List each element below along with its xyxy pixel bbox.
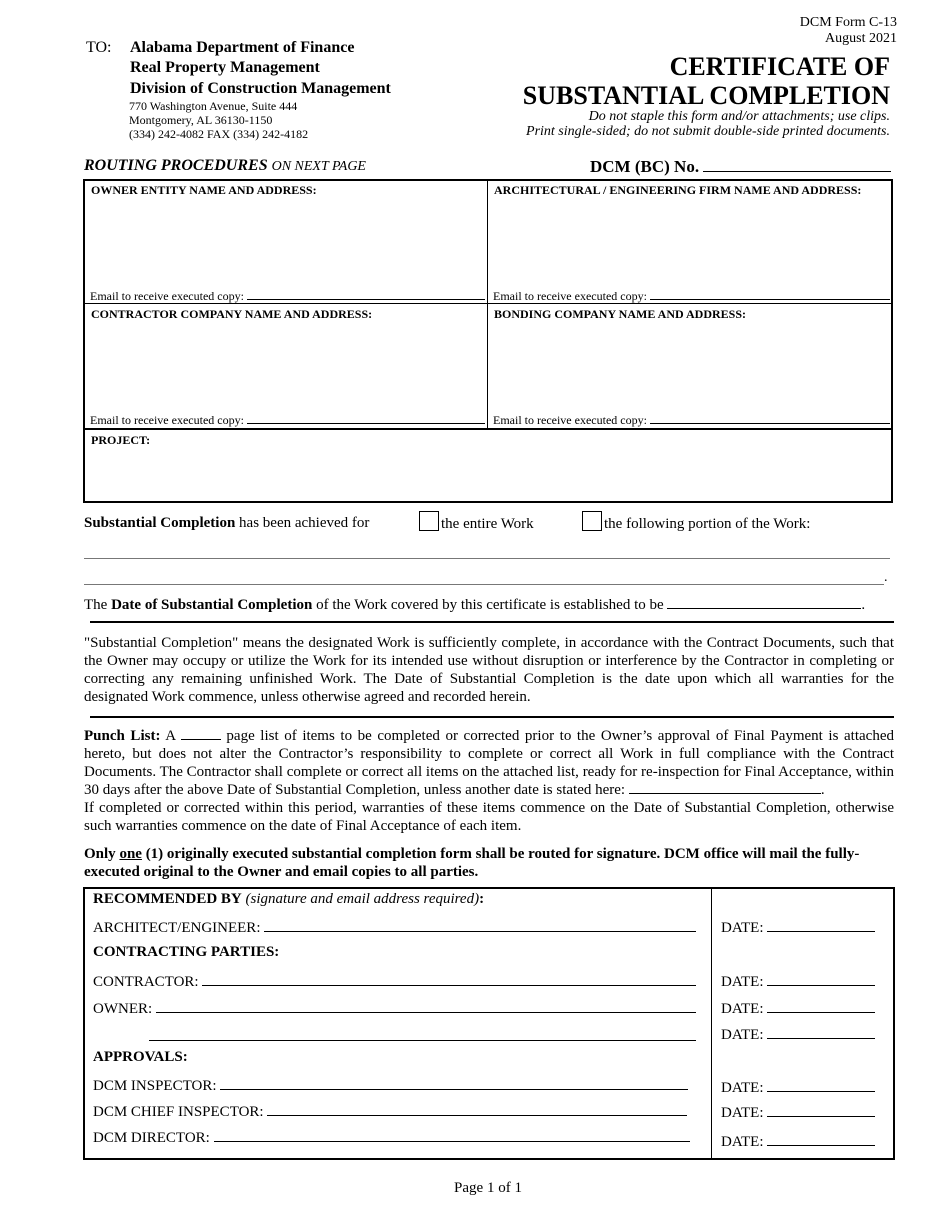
divider-2 — [90, 716, 894, 718]
completion-rest: has been achieved for — [239, 515, 370, 531]
dcm-director-date-line[interactable] — [767, 1131, 875, 1146]
project-label: PROJECT: — [91, 433, 151, 447]
entire-work-option[interactable] — [419, 511, 534, 533]
routing-note-pre: Only — [84, 846, 116, 862]
owner-signature-line-2[interactable] — [149, 1040, 696, 1041]
dcm-director-date-row — [721, 1131, 875, 1151]
contractor-email — [90, 412, 485, 428]
box-row2-divider — [84, 428, 892, 430]
portion-line-2[interactable] — [84, 584, 884, 585]
owner-date-label: DATE: — [721, 1001, 764, 1017]
dcm-inspector-row — [93, 1075, 688, 1095]
org-name: Alabama Department of Finance — [130, 39, 355, 56]
bonding-email-input[interactable] — [650, 412, 890, 424]
org-dept: Real Property Management — [130, 59, 320, 76]
approvals-heading: APPROVALS: — [93, 1049, 188, 1065]
architect-signature-line[interactable] — [264, 917, 696, 932]
contractor-signature-row — [93, 971, 696, 991]
architect-email — [493, 288, 890, 304]
dcm-bc-number — [590, 157, 891, 177]
contractor-label: CONTRACTOR COMPANY NAME AND ADDRESS: — [91, 307, 373, 321]
info-box-frame — [83, 179, 893, 503]
owner2-date-label: DATE: — [721, 1027, 764, 1043]
form-title-line2: SUBSTANTIAL COMPLETION — [522, 81, 890, 110]
bonding-email-label: Email to receive executed copy: — [493, 413, 647, 427]
punch-a: A — [165, 728, 176, 744]
date-bold: Date of Substantial Completion — [111, 597, 313, 613]
dcm-chief-line[interactable] — [267, 1101, 687, 1116]
owner-email-label: Email to receive executed copy: — [90, 289, 244, 303]
routing-note — [84, 845, 884, 881]
dcm-bc-label: DCM (BC) No. — [590, 157, 700, 176]
punch-date-input[interactable] — [629, 781, 821, 794]
divider-1 — [90, 621, 894, 623]
routing-procedures — [84, 157, 366, 175]
contractor-signature-line[interactable] — [202, 971, 696, 986]
dcm-inspector-date-label: DATE: — [721, 1080, 764, 1096]
org-phone: (334) 242-4082 FAX (334) 242-4182 — [129, 127, 309, 141]
definition-paragraph: "Substantial Completion" means the designated Work is sufficiently complete, in accordance with the Contract Documents, such that the Owner may occupy or utilize the Work for its intended use without disruption or interference by the Contractor in completing or correcting any remaining unfinished Work. The Date of Substantial Completion is the date upon which all warranties for the designated Work commence, unless otherwise agreed and recorded herein. — [84, 635, 894, 705]
dcm-director-label: DCM DIRECTOR: — [93, 1130, 210, 1146]
dcm-chief-date-label: DATE: — [721, 1105, 764, 1121]
bonding-email — [493, 412, 890, 428]
dcm-chief-row — [93, 1101, 687, 1121]
portion-work-option[interactable] — [582, 511, 810, 533]
dcm-inspector-date-line[interactable] — [767, 1077, 875, 1092]
punch-pages-input[interactable] — [181, 727, 221, 740]
dcm-director-row — [93, 1127, 690, 1147]
architect-label: ARCHITECTURAL / ENGINEERING FIRM NAME AND ADDRESS: — [494, 183, 862, 197]
dcm-director-line[interactable] — [214, 1127, 690, 1142]
owner-email-input[interactable] — [247, 288, 485, 300]
form-number: DCM Form C-13 — [799, 15, 897, 30]
dcm-inspector-line[interactable] — [220, 1075, 688, 1090]
architect-email-label: Email to receive executed copy: — [493, 289, 647, 303]
contractor-signature-label: CONTRACTOR: — [93, 974, 199, 990]
org-division: Division of Construction Management — [130, 80, 391, 97]
contracting-parties-heading: CONTRACTING PARTIES: — [93, 944, 280, 960]
dcm-director-date-label: DATE: — [721, 1134, 764, 1150]
form-title-line1: CERTIFICATE OF — [669, 52, 890, 81]
architect-date-line[interactable] — [767, 917, 875, 932]
punch-text-1: page list of items to be completed or corrected prior to the Owner’s approval of Final Payment is attached hereto, but does not alter the Contractor’s responsibility to complete or correct all Work in full compliance with the Contract Documents. The Contractor shall complete or correct all items on the attached list, ready for re-inspection for Final Acceptance, within 30 days after the above Date of Substantial Completion, unless another date is stated here: — [84, 728, 894, 798]
dcm-chief-date-row — [721, 1102, 875, 1122]
owner-label: OWNER ENTITY NAME AND ADDRESS: — [91, 183, 317, 197]
portion-work-checkbox[interactable] — [582, 511, 602, 531]
completion-bold: Substantial Completion — [84, 515, 236, 531]
recommended-italic: (signature and email address required) — [245, 891, 480, 907]
print-note: Print single-sided; do not submit double-side printed documents. — [526, 124, 890, 139]
architect-email-input[interactable] — [650, 288, 890, 300]
bonding-label: BONDING COMPANY NAME AND ADDRESS: — [494, 307, 747, 321]
owner-signature-row — [93, 998, 696, 1018]
page-number: Page 1 of 1 — [454, 1180, 522, 1196]
owner2-date-line[interactable] — [767, 1024, 875, 1039]
punch-list-paragraph-2: If completed or corrected within this period, warranties of these items commence on the Date of Substantial Completion, otherwise such warranties commence on the date of Final Acceptance of each item. — [84, 800, 894, 834]
to-label: TO: — [86, 39, 112, 56]
dcm-inspector-label: DCM INSPECTOR: — [93, 1078, 217, 1094]
routing-bold: ROUTING PROCEDURES — [84, 157, 268, 174]
date-rest: of the Work covered by this certificate is established to be — [316, 597, 664, 613]
entire-work-label: the entire Work — [441, 516, 534, 532]
contractor-date-row — [721, 971, 875, 991]
architect-date-row — [721, 917, 875, 937]
owner-date-row — [721, 998, 875, 1018]
contractor-email-input[interactable] — [247, 412, 485, 424]
portion-work-label: the following portion of the Work: — [604, 516, 811, 532]
owner2-date-row — [721, 1024, 875, 1044]
org-address: 770 Washington Avenue, Suite 444 — [129, 99, 298, 113]
completion-date-input[interactable] — [667, 596, 861, 609]
signature-table-divider — [711, 889, 712, 1158]
owner-signature-label: OWNER: — [93, 1001, 153, 1017]
architect-signature-label: ARCHITECT/ENGINEER: — [93, 920, 261, 936]
architect-signature-row — [93, 917, 696, 937]
entire-work-checkbox[interactable] — [419, 511, 439, 531]
punch-list-paragraph: Punch List: A page list of items to be completed or corrected prior to the Owner’s approval of Final Payment is attached hereto, but does not alter the Contractor’s responsibility to complete or correct all Work in full compliance with the Contract Documents. The Contractor shall complete or correct all items on the attached list, ready for re-inspection for Final Acceptance, within 30 days after the above Date of Substantial Completion, unless another date is stated here: . — [84, 728, 894, 798]
dcm-chief-date-line[interactable] — [767, 1102, 875, 1117]
portion-line-1[interactable] — [84, 558, 890, 559]
contractor-email-label: Email to receive executed copy: — [90, 413, 244, 427]
dcm-bc-input[interactable] — [703, 157, 891, 172]
recommended-by: RECOMMENDED BY (signature and email address required): — [93, 891, 485, 907]
recommended-bold: RECOMMENDED BY — [93, 891, 242, 907]
org-city: Montgomery, AL 36130-1150 — [129, 113, 273, 127]
routing-note-one: one — [119, 846, 142, 862]
owner-signature-line[interactable] — [156, 998, 696, 1013]
form-date: August 2021 — [825, 31, 897, 46]
architect-date-label: DATE: — [721, 920, 764, 936]
routing-rest: ON NEXT PAGE — [271, 159, 366, 174]
routing-note-post: (1) originally executed substantial completion form shall be routed for signature. DCM office will mail the fully-executed original to the Owner and email copies to all parties. — [84, 846, 860, 880]
box-vertical-divider — [487, 180, 488, 428]
staple-note: Do not staple this form and/or attachments; use clips. — [588, 109, 890, 124]
dcm-inspector-date-row — [721, 1077, 875, 1097]
contractor-date-label: DATE: — [721, 974, 764, 990]
contractor-date-line[interactable] — [767, 971, 875, 986]
date-prefix: The — [84, 597, 108, 613]
owner-email — [90, 288, 485, 304]
completion-statement — [84, 515, 369, 532]
dcm-chief-label: DCM CHIEF INSPECTOR: — [93, 1104, 264, 1120]
punch-label: Punch List: — [84, 728, 161, 744]
completion-date-statement: The Date of Substantial Completion of the Work covered by this certificate is established to be . — [84, 597, 866, 613]
owner-date-line[interactable] — [767, 998, 875, 1013]
portion-period: . — [884, 570, 888, 585]
